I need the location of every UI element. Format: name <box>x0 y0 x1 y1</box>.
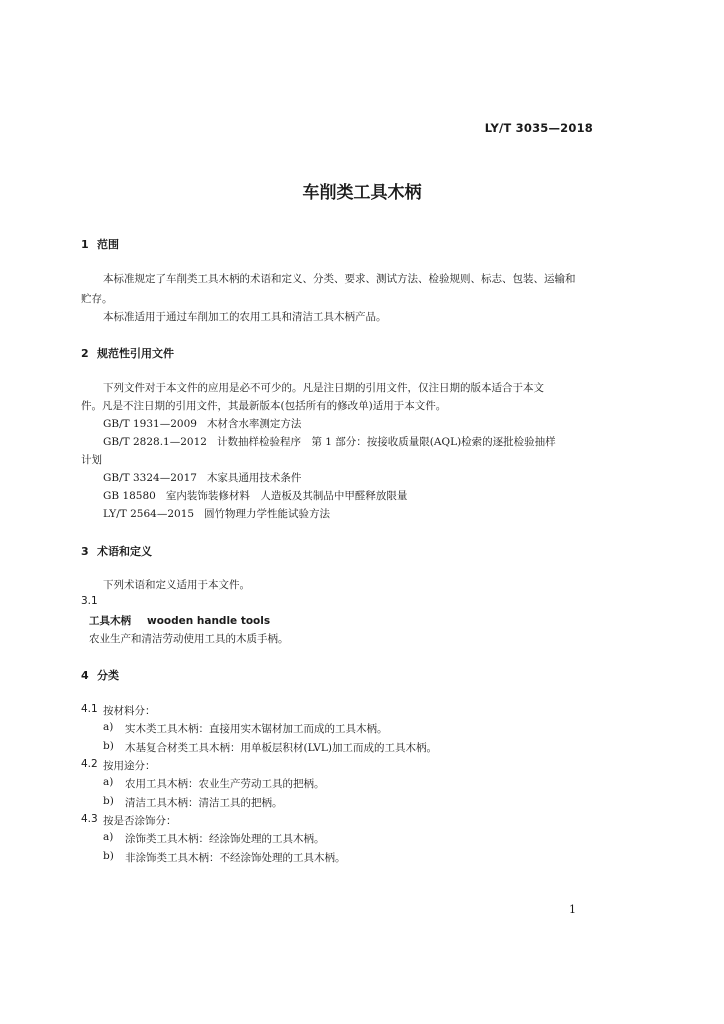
reference-item <box>103 434 556 449</box>
subclause-number: 4.2 <box>81 758 98 770</box>
reference-code: GB/T 1931—2009 <box>103 418 197 430</box>
section-number: 3 <box>81 545 89 558</box>
reference-title: 室内装饰装修材料 人造板及其制品中甲醛释放限量 <box>165 490 408 502</box>
reference-item <box>103 488 407 503</box>
page-number: 1 <box>569 903 576 916</box>
list-item: 实木类工具木柄：直接用实木锯材加工而成的工具木柄。 <box>125 723 388 735</box>
list-marker: a) <box>103 776 114 788</box>
section-title: 规范性引用文件 <box>97 347 174 360</box>
term-number: 3.1 <box>81 595 98 607</box>
list-marker: a) <box>103 721 114 733</box>
section-1-heading <box>81 236 119 252</box>
term-definition: 农业生产和清洁劳动使用工具的木质手柄。 <box>89 633 289 645</box>
list-marker: b) <box>103 850 114 862</box>
subclause-label: 按是否涂饰分： <box>103 815 177 827</box>
paragraph-line: 本标准规定了车削类工具木柄的术语和定义、分类、要求、测试方法、检验规则、标志、包装、运输和 <box>103 273 576 285</box>
list-item: 清洁工具木柄：清洁工具的把柄。 <box>125 797 283 809</box>
section-number: 1 <box>81 238 89 251</box>
section-number: 4 <box>81 669 89 682</box>
paragraph-line: 本标准适用于通过车削加工的农用工具和清洁工具木柄产品。 <box>103 311 387 323</box>
reference-code: LY/T 2564—2015 <box>103 508 195 520</box>
standard-code: LY/T 3035—2018 <box>484 121 593 135</box>
subclause-label: 按材料分： <box>103 705 156 717</box>
reference-title: 圆竹物理力学性能试验方法 <box>204 508 331 520</box>
reference-title: 木材含水率测定方法 <box>206 418 302 430</box>
subclause-label: 按用途分： <box>103 760 156 772</box>
subclause-number: 4.1 <box>81 703 98 715</box>
section-4-heading <box>81 667 119 683</box>
section-title: 术语和定义 <box>97 545 152 558</box>
list-marker: a) <box>103 831 114 843</box>
section-2-heading <box>81 345 174 361</box>
paragraph-line: 件。凡是不注日期的引用文件，其最新版本(包括所有的修改单)适用于本文件。 <box>81 400 447 412</box>
section-title: 分类 <box>97 669 119 682</box>
list-item: 非涂饰类工具木柄：不经涂饰处理的工具木柄。 <box>125 852 346 864</box>
subclause-number: 4.3 <box>81 813 98 825</box>
term-chinese: 工具木柄 <box>89 615 131 627</box>
section-number: 2 <box>81 347 89 360</box>
section-3-heading <box>81 543 152 559</box>
term-english: wooden handle tools <box>147 615 271 627</box>
paragraph-line: 贮存。 <box>81 293 113 305</box>
list-marker: b) <box>103 740 114 752</box>
paragraph-line: 下列文件对于本文件的应用是必不可少的。凡是注日期的引用文件，仅注日期的版本适合于本文 <box>103 382 544 394</box>
reference-title: 木家具通用技术条件 <box>206 472 302 484</box>
reference-item <box>103 506 330 521</box>
reference-title: 计数抽样检验程序 第 1 部分：按接收质量限(AQL)检索的逐批检验抽样 <box>216 436 556 448</box>
reference-continuation: 计划 <box>81 454 102 466</box>
list-item: 木基复合材类工具木柄：用单板层积材(LVL)加工而成的工具木柄。 <box>125 742 437 754</box>
document-title: 车削类工具木柄 <box>302 183 422 203</box>
term-entry <box>89 613 270 628</box>
reference-code: GB/T 2828.1—2012 <box>103 436 207 448</box>
reference-code: GB/T 3324—2017 <box>103 472 197 484</box>
reference-item <box>103 416 301 431</box>
reference-code: GB 18580 <box>103 490 156 502</box>
list-item: 农用工具木柄：农业生产劳动工具的把柄。 <box>125 778 325 790</box>
list-marker: b) <box>103 795 114 807</box>
list-item: 涂饰类工具木柄：经涂饰处理的工具木柄。 <box>125 833 325 845</box>
paragraph-line: 下列术语和定义适用于本文件。 <box>103 579 250 591</box>
section-title: 范围 <box>97 238 119 251</box>
reference-item <box>103 470 301 485</box>
